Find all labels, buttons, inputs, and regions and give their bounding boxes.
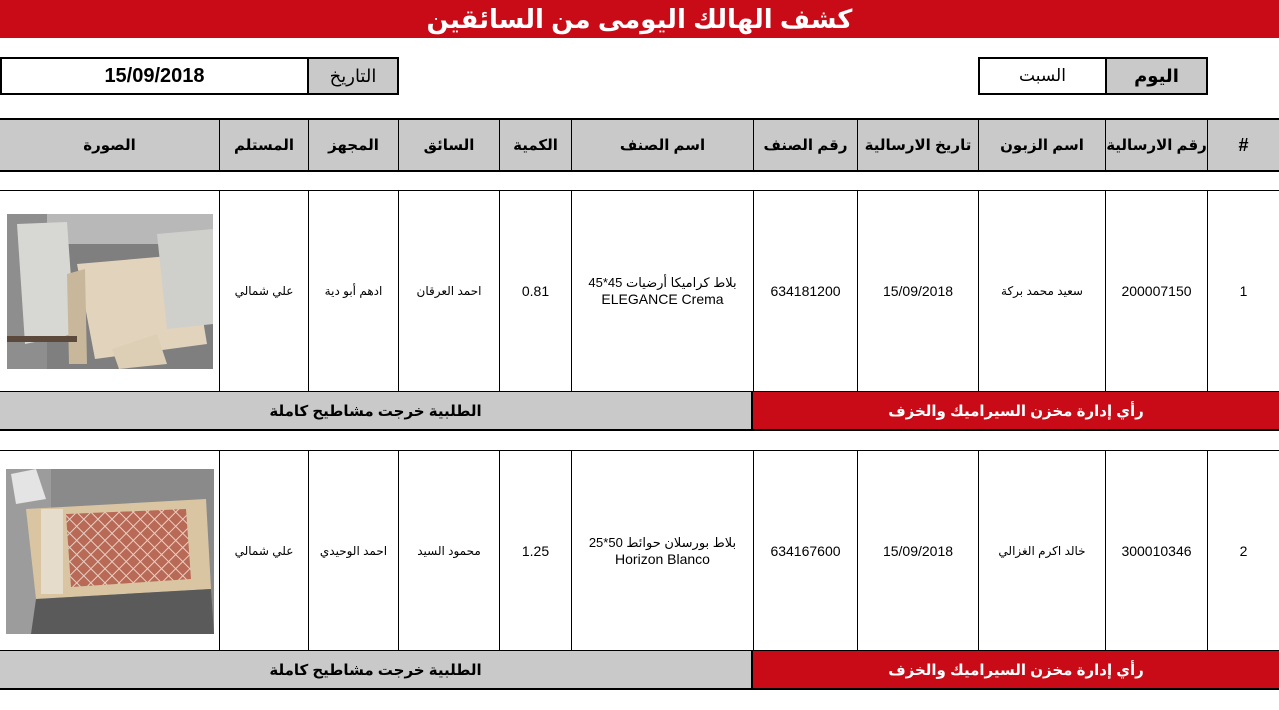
row-index: 2: [1207, 451, 1279, 651]
col-header-shipment-date: تاريخ الارسالية: [857, 120, 978, 170]
photo-cell: [0, 451, 219, 651]
col-header-quantity: الكمية: [499, 120, 571, 170]
opinion-row: [0, 650, 1279, 690]
row-index: 1: [1207, 191, 1279, 391]
photo-cell: [0, 191, 219, 391]
opinion-label: رأي إدارة مخزن السيراميك والخزف: [753, 651, 1279, 688]
day-value: السبت: [978, 57, 1107, 95]
date-label: التاريخ: [307, 57, 399, 95]
date-value: 15/09/2018: [0, 57, 309, 95]
shipment-no: 200007150: [1105, 191, 1207, 391]
receiver: علي شمالي: [219, 451, 308, 651]
item-name-arabic: بلاط بورسلان حوائط 50*25: [588, 535, 737, 550]
shipment-no: 300010346: [1105, 451, 1207, 651]
opinion-row: [0, 391, 1279, 431]
broken-tiles-photo-icon[interactable]: [7, 214, 213, 369]
col-header-item-no: رقم الصنف: [753, 120, 857, 170]
item-name-latin: Horizon Blanco: [615, 551, 710, 567]
tile-box-photo-icon[interactable]: [6, 469, 214, 634]
col-header-receiver: المستلم: [219, 120, 308, 170]
opinion-text: الطلبية خرجت مشاطيح كاملة: [0, 392, 753, 429]
shipment-date: 15/09/2018: [857, 451, 978, 651]
col-header-index: #: [1207, 120, 1279, 170]
col-header-photo: الصورة: [83, 137, 136, 154]
col-header-customer: اسم الزبون: [978, 120, 1105, 170]
customer-name: سعيد محمد بركة: [978, 191, 1105, 391]
preparer: ادهم أبو دية: [308, 191, 398, 391]
opinion-label: رأي إدارة مخزن السيراميك والخزف: [753, 392, 1279, 429]
driver: محمود السيد: [398, 451, 499, 651]
table-header: [0, 118, 1279, 172]
item-name-arabic: بلاط كراميكا أرضيات 45*45: [588, 275, 737, 290]
customer-name: خالد اكرم الغزالي: [978, 451, 1105, 651]
shipment-date: 15/09/2018: [857, 191, 978, 391]
col-header-driver: السائق: [398, 120, 499, 170]
item-no: 634167600: [753, 451, 857, 651]
table-row: [0, 450, 1279, 650]
preparer: احمد الوحيدي: [308, 451, 398, 651]
driver: احمد العرقان: [398, 191, 499, 391]
item-name-latin: ELEGANCE Crema: [601, 291, 724, 307]
receiver: علي شمالي: [219, 191, 308, 391]
col-header-shipment-no: رقم الارسالية: [1105, 120, 1207, 170]
opinion-text: الطلبية خرجت مشاطيح كاملة: [0, 651, 753, 688]
col-header-item-name: اسم الصنف: [571, 120, 753, 170]
page-title: كشف الهالك اليومى من السائقين: [0, 0, 1279, 38]
item-name: [571, 191, 753, 391]
col-header-preparer: المجهز: [308, 120, 398, 170]
item-name: [571, 451, 753, 651]
day-label: اليوم: [1105, 57, 1208, 95]
quantity: 1.25: [499, 451, 571, 651]
table-row: [0, 190, 1279, 391]
item-no: 634181200: [753, 191, 857, 391]
quantity: 0.81: [499, 191, 571, 391]
